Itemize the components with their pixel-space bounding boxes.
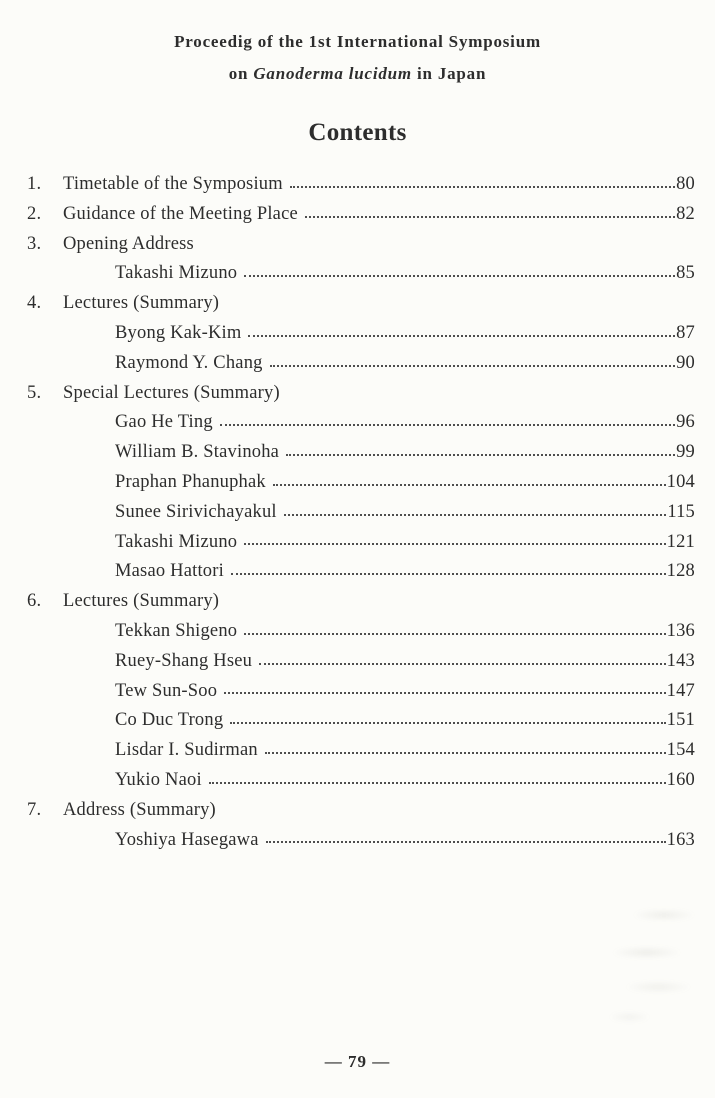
toc-page-number: 163 bbox=[666, 829, 695, 850]
toc-author-name: Ruey-Shang Hseu bbox=[115, 650, 253, 671]
dot-leader bbox=[220, 424, 675, 426]
toc-row bbox=[27, 383, 695, 413]
toc-page-number: 90 bbox=[676, 352, 695, 373]
toc-author-name: Yukio Naoi bbox=[115, 769, 202, 790]
toc-item-number: 3. bbox=[27, 233, 42, 254]
toc-item-number: 2. bbox=[27, 203, 42, 224]
toc-item-number: 1. bbox=[27, 174, 42, 194]
toc-list bbox=[0, 174, 715, 859]
dot-leader bbox=[209, 782, 666, 784]
header-title-line2 bbox=[0, 64, 715, 84]
dot-leader bbox=[265, 752, 666, 754]
page-number-footer: — 79 — bbox=[324, 1052, 391, 1071]
toc-author-name: Yoshiya Hasegawa bbox=[115, 829, 259, 850]
toc-row bbox=[27, 323, 695, 353]
toc-author-name: Lisdar I. Sudirman bbox=[115, 740, 258, 761]
toc-item-number: 4. bbox=[27, 293, 42, 314]
toc-row bbox=[27, 591, 695, 621]
contents-title: Contents bbox=[308, 119, 407, 146]
dot-leader bbox=[248, 335, 675, 337]
toc-page-number: 147 bbox=[666, 680, 695, 701]
toc-author-name: Tew Sun-Soo bbox=[115, 680, 218, 701]
dot-leader bbox=[273, 484, 666, 486]
toc-author-name: Takashi Mizuno bbox=[115, 531, 238, 552]
toc-author-name: Tekkan Shigeno bbox=[115, 620, 238, 641]
toc-author-name: Praphan Phanuphak bbox=[115, 471, 266, 492]
dot-leader bbox=[266, 841, 666, 843]
toc-row bbox=[27, 800, 695, 830]
toc-row bbox=[27, 651, 695, 681]
toc-page-number: 80 bbox=[676, 174, 695, 194]
toc-page-number: 143 bbox=[666, 650, 695, 671]
toc-item-number: 7. bbox=[27, 799, 42, 820]
toc-row bbox=[27, 263, 695, 293]
toc-page-number: 99 bbox=[676, 442, 695, 463]
dot-leader bbox=[244, 543, 665, 545]
document-header bbox=[0, 32, 715, 84]
toc-row bbox=[27, 174, 695, 204]
toc-author-name: Gao He Ting bbox=[115, 412, 213, 433]
toc-section-title: Lectures (Summary) bbox=[63, 293, 220, 314]
toc-page-number: 128 bbox=[666, 561, 695, 582]
toc-page-number: 154 bbox=[666, 740, 695, 761]
toc-row bbox=[27, 353, 695, 383]
dot-leader bbox=[224, 692, 665, 694]
toc-row bbox=[27, 681, 695, 711]
toc-row bbox=[27, 293, 695, 323]
toc-author-name: William B. Stavinoha bbox=[115, 442, 280, 463]
dot-leader bbox=[231, 573, 666, 575]
toc-author-name: Raymond Y. Chang bbox=[115, 352, 263, 373]
dot-leader bbox=[259, 663, 666, 665]
dot-leader bbox=[305, 216, 675, 218]
dot-leader bbox=[286, 454, 675, 456]
dot-leader bbox=[244, 275, 675, 277]
toc-section-title: Timetable of the Symposium bbox=[63, 174, 283, 194]
toc-page-number: 104 bbox=[666, 471, 695, 492]
toc-section-title: Lectures (Summary) bbox=[63, 591, 220, 612]
toc-page-number: 151 bbox=[666, 710, 695, 731]
toc-row bbox=[27, 532, 695, 562]
header-line2-suffix: in Japan bbox=[411, 64, 487, 83]
dot-leader bbox=[230, 722, 665, 724]
toc-row bbox=[27, 740, 695, 770]
toc-row bbox=[27, 770, 695, 800]
toc-page-number: 136 bbox=[666, 620, 695, 641]
dot-leader bbox=[244, 633, 665, 635]
toc-item-number: 6. bbox=[27, 591, 42, 612]
toc-section-title: Special Lectures (Summary) bbox=[63, 382, 280, 403]
toc-page-number: 87 bbox=[676, 322, 695, 343]
toc-row bbox=[27, 830, 695, 860]
toc-author-name: Takashi Mizuno bbox=[115, 263, 238, 284]
header-line2-prefix: on bbox=[228, 64, 254, 83]
toc-author-name: Co Duc Trong bbox=[115, 710, 224, 731]
toc-author-name: Masao Hattori bbox=[115, 561, 224, 582]
toc-page-number: 115 bbox=[667, 501, 695, 522]
toc-row bbox=[27, 412, 695, 442]
toc-row bbox=[27, 502, 695, 532]
dot-leader bbox=[270, 365, 675, 367]
toc-row bbox=[27, 621, 695, 651]
toc-item-number: 5. bbox=[27, 382, 42, 403]
toc-row bbox=[27, 442, 695, 472]
toc-author-name: Byong Kak-Kim bbox=[115, 322, 242, 343]
header-title-line1: Proceedig of the 1st International Symposium bbox=[174, 32, 541, 51]
toc-section-title: Address (Summary) bbox=[63, 799, 216, 820]
toc-section-title: Guidance of the Meeting Place bbox=[63, 203, 298, 224]
toc-author-name: Sunee Sirivichayakul bbox=[115, 501, 277, 522]
dot-leader bbox=[284, 514, 667, 516]
toc-row bbox=[27, 710, 695, 740]
page-bleed-through-artifact bbox=[595, 885, 710, 1035]
toc-row bbox=[27, 472, 695, 502]
toc-page-number: 85 bbox=[676, 263, 695, 284]
toc-page-number: 121 bbox=[666, 531, 695, 552]
toc-page-number: 160 bbox=[666, 769, 695, 790]
toc-page-number: 82 bbox=[676, 203, 695, 224]
toc-section-title: Opening Address bbox=[63, 233, 194, 254]
species-name-italic: Ganoderma lucidum bbox=[253, 64, 412, 83]
toc-row bbox=[27, 204, 695, 234]
toc-page-number: 96 bbox=[676, 412, 695, 433]
dot-leader bbox=[290, 186, 675, 188]
toc-row bbox=[27, 561, 695, 591]
toc-row bbox=[27, 234, 695, 264]
